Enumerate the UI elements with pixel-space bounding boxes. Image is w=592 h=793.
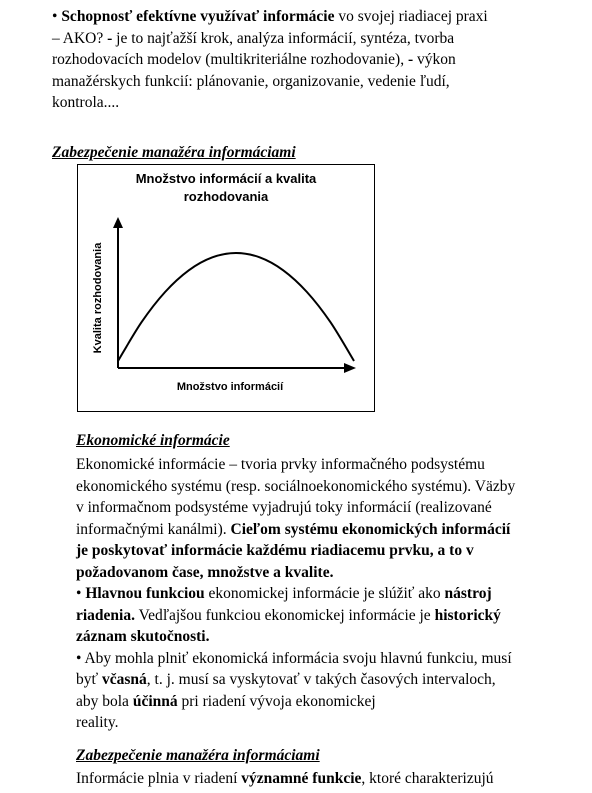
text-span: Informácie plnia v riadení <box>76 770 242 787</box>
text-span: výkon <box>413 51 456 68</box>
bold-phrase: Cieľom systému ekonomických informácií <box>230 520 511 538</box>
text-span: aby bola <box>76 692 133 710</box>
bold-phrase: záznam skutočnosti. <box>76 628 210 645</box>
bold-phrase: požadovanom čase, množstve a kvalite. <box>76 563 334 581</box>
text-line: v informačnom podsystéme vyjadrujú toky informácií (realizované <box>76 499 492 516</box>
text-line <box>52 49 572 71</box>
section-heading: Zabezpečenie manažéra informáciami <box>52 144 296 161</box>
chart-title-line1: Množstvo informácií a kvalita <box>135 171 317 186</box>
text-line <box>76 583 592 605</box>
quality-curve <box>118 253 354 361</box>
text-span: je to najťažší krok, analýza informácií, syntéza, tvorba <box>112 29 455 47</box>
text-span: rozhodovacích modelov (multikriteriálne rozhodovanie), <box>52 51 408 68</box>
bold-phrase: včasná <box>102 671 147 688</box>
text-line <box>52 28 572 50</box>
bold-phrase: významné funkcie <box>241 770 362 787</box>
text-line <box>76 605 592 627</box>
functions-paragraph <box>76 768 592 790</box>
text-span: vo svojej riadiacej praxi <box>334 8 488 25</box>
text-line <box>76 540 592 562</box>
text-span: Vedľajšou funkciou ekonomickej informácie je <box>135 606 435 624</box>
text-span: pri riadení vývoja ekonomickej <box>177 692 376 710</box>
bold-phrase: historický <box>434 606 501 624</box>
text-span: informačnými kanálmi). <box>76 520 231 538</box>
bullet: • <box>76 585 86 602</box>
bold-dash: - <box>407 51 414 68</box>
bullet: • <box>52 8 58 25</box>
bold-dash: - <box>107 29 113 47</box>
text-line: Ekonomické informácie – tvoria prvky informačného podsystému <box>76 456 485 473</box>
text-line: kontrola.... <box>52 94 120 111</box>
bold-phrase: nástroj <box>444 585 492 602</box>
text-span: , ktoré charakterizujú <box>361 770 494 787</box>
text-line <box>76 562 592 584</box>
section-heading: Ekonomické informácie <box>76 432 230 449</box>
bold-phrase: účinná <box>132 692 178 710</box>
economic-info-paragraph <box>76 454 592 734</box>
bold-phrase: riadenia. <box>76 606 135 624</box>
x-axis-label: Množstvo informácií <box>176 381 284 393</box>
text-span: byť <box>76 671 102 688</box>
text-line <box>76 626 592 648</box>
text-line <box>76 691 592 713</box>
text-line <box>52 6 572 28</box>
intro-paragraph <box>52 6 572 114</box>
chart-frame <box>77 164 375 412</box>
text-line <box>76 768 592 790</box>
text-line: reality. <box>76 714 119 731</box>
text-span: , t. j. musí sa vyskytovať v takých časových intervaloch, <box>146 671 496 688</box>
bold-phrase: je poskytovať informácie každému riadiacemu prvku, a to v <box>76 542 474 559</box>
bold-phrase: Schopnosť efektívne využívať informácie <box>61 8 335 25</box>
quality-chart <box>78 165 373 410</box>
y-axis-arrow <box>113 217 123 228</box>
text-span: – AKO? <box>52 29 108 47</box>
x-axis-arrow <box>344 363 356 373</box>
y-axis-label: Kvalita rozhodovania <box>92 242 104 354</box>
section-heading: Zabezpečenie manažéra informáciami <box>76 747 320 764</box>
text-line: • Aby mohla plniť ekonomická informácia svoju hlavnú funkciu, musí <box>76 649 512 667</box>
bold-phrase: Hlavnou funkciou <box>85 585 205 602</box>
text-line <box>76 519 592 541</box>
text-line: manažérskych funkcií: plánovanie, organizovanie, vedenie ľudí, <box>52 72 450 90</box>
chart-title-line2: rozhodovania <box>183 189 269 204</box>
text-line <box>76 669 592 691</box>
text-line: ekonomického systému (resp. sociálnoekonomického systému). Väzby <box>76 477 516 495</box>
text-span: ekonomickej informácie je slúžiť ako <box>204 585 445 602</box>
